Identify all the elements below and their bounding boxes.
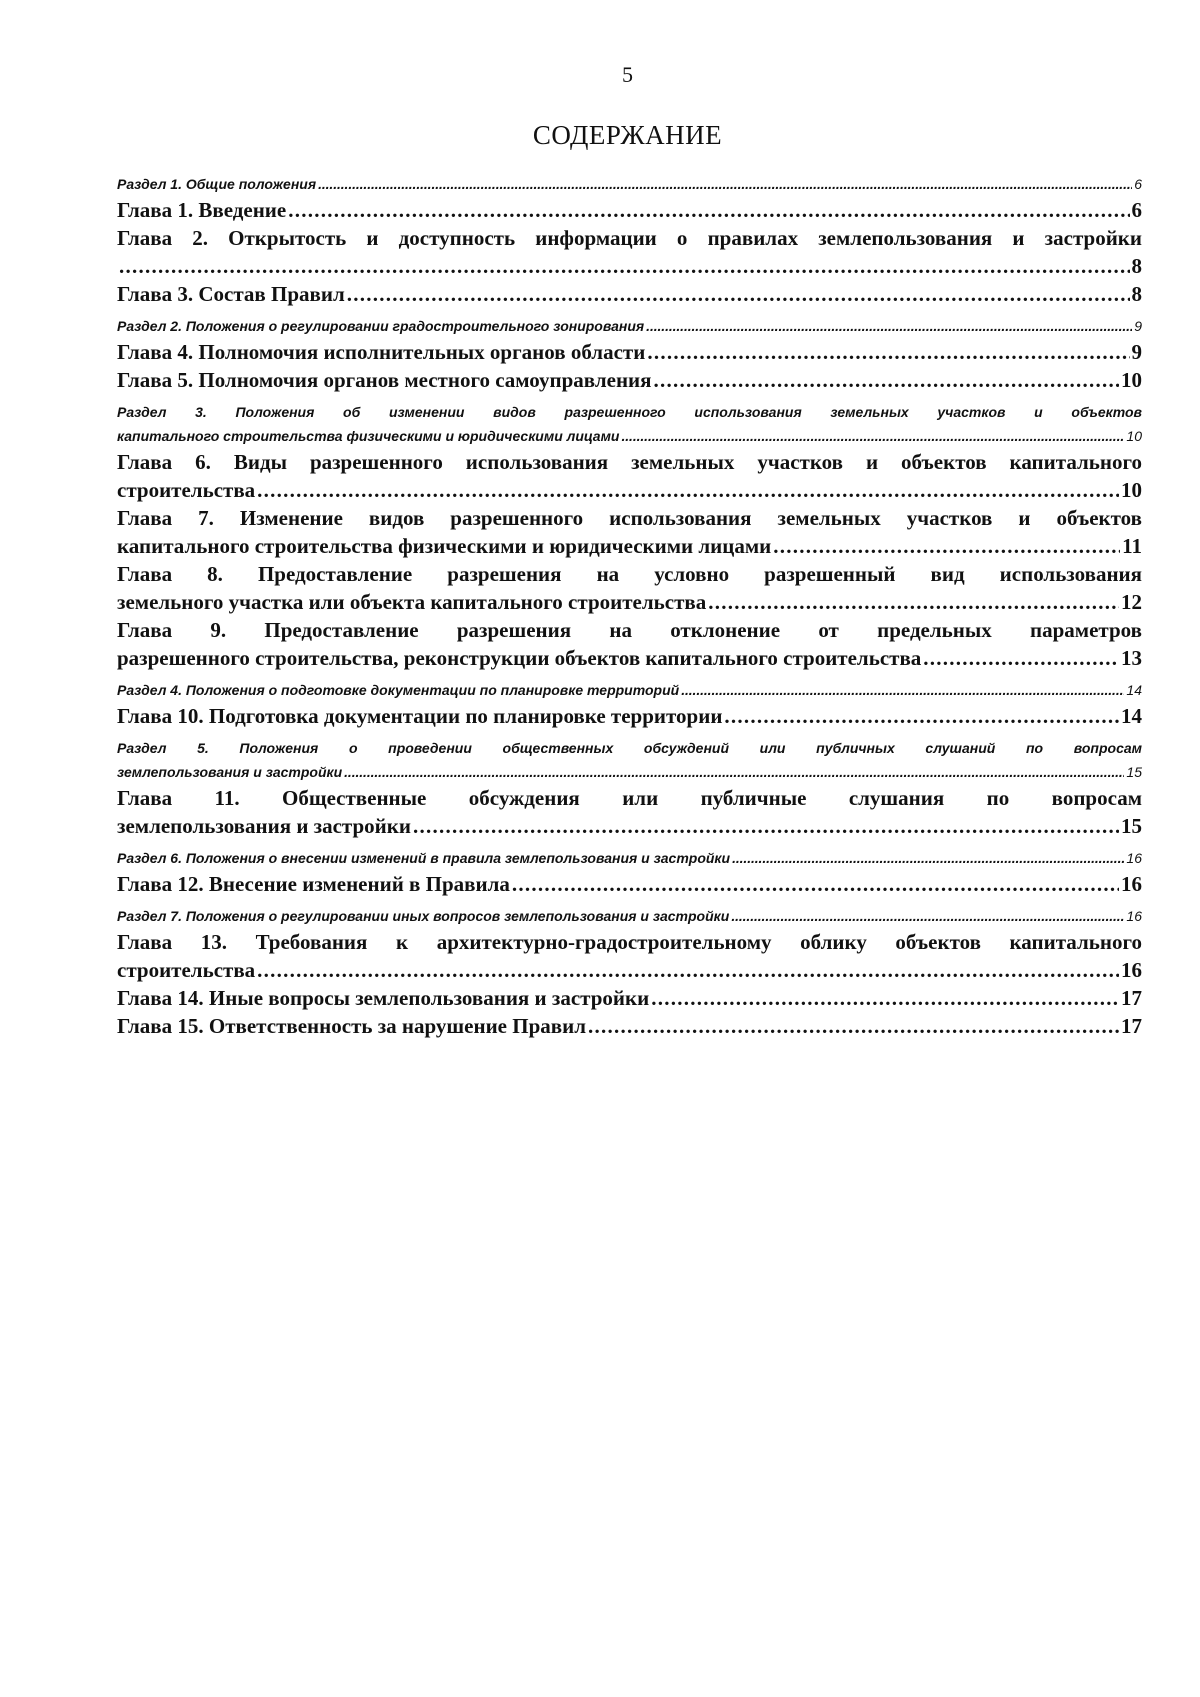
toc-section-4[interactable] bbox=[117, 678, 1142, 702]
dot-leader bbox=[257, 476, 1119, 504]
dot-leader bbox=[318, 172, 1132, 196]
toc-chapter-8[interactable] bbox=[117, 560, 1142, 616]
toc-entry-text: Глава 13. Требования к архитектурно-градостроительному облику объектов капитального bbox=[117, 930, 1142, 954]
toc-entry-text: Глава 1. Введение bbox=[117, 198, 287, 222]
dot-leader bbox=[732, 846, 1124, 870]
toc-page-number: 17 bbox=[1121, 1014, 1142, 1038]
toc-entry-text-cont: разрешенного строительства, реконструкции объектов капитального строительства bbox=[117, 646, 922, 670]
dot-leader bbox=[654, 366, 1119, 394]
toc-page-number: 16 bbox=[1121, 958, 1142, 982]
toc-entry-text: Глава 12. Внесение изменений в Правила bbox=[117, 872, 510, 896]
toc-entry-text: Глава 3. Состав Правил bbox=[117, 282, 345, 306]
toc-page-number: 9 bbox=[1131, 340, 1142, 364]
toc-chapter-1[interactable] bbox=[117, 196, 1142, 224]
toc-page-number: 17 bbox=[1121, 986, 1142, 1010]
dot-leader bbox=[344, 760, 1124, 784]
dot-leader bbox=[708, 588, 1119, 616]
dot-leader bbox=[621, 424, 1124, 448]
toc-chapter-12[interactable] bbox=[117, 870, 1142, 898]
toc-page-number: 16 bbox=[1126, 908, 1142, 924]
toc-entry-text: Раздел 3. Положения об изменении видов разрешенного использования земельных участков и объектов bbox=[117, 404, 1142, 420]
toc-entry-text: Раздел 6. Положения о внесении изменений в правила землепользования и застройки bbox=[117, 850, 731, 866]
toc-entry-text-cont: строительства bbox=[117, 478, 256, 502]
dot-leader bbox=[681, 678, 1124, 702]
dot-leader bbox=[646, 314, 1132, 338]
toc-page-number: 16 bbox=[1121, 872, 1142, 896]
toc-entry-text-cont: землепользования и застройки bbox=[117, 814, 411, 838]
toc-chapter-13[interactable] bbox=[117, 928, 1142, 984]
toc-page-number: 10 bbox=[1126, 428, 1142, 444]
toc-section-2[interactable] bbox=[117, 314, 1142, 338]
dot-leader bbox=[651, 984, 1119, 1012]
toc-page-number: 6 bbox=[1131, 198, 1142, 222]
toc-entry-text: Глава 7. Изменение видов разрешенного использования земельных участков и объектов bbox=[117, 506, 1142, 530]
toc-page-number: 11 bbox=[1122, 534, 1142, 558]
toc-chapter-15[interactable] bbox=[117, 1012, 1142, 1040]
page-number: 5 bbox=[622, 62, 633, 87]
toc-entry-text: Раздел 7. Положения о регулировании иных вопросов землепользования и застройки bbox=[117, 908, 730, 924]
toc-page-number: 9 bbox=[1134, 318, 1142, 334]
dot-leader bbox=[119, 252, 1130, 280]
dot-leader bbox=[512, 870, 1119, 898]
table-of-contents bbox=[117, 172, 1142, 1040]
toc-entry-text-cont: капитального строительства физическими и юридическими лицами bbox=[117, 534, 772, 558]
toc-page-number: 12 bbox=[1121, 590, 1142, 614]
dot-leader bbox=[923, 644, 1119, 672]
toc-entry-text: Глава 6. Виды разрешенного использования земельных участков и объектов капитального bbox=[117, 450, 1142, 474]
toc-chapter-5[interactable] bbox=[117, 366, 1142, 394]
dot-leader bbox=[731, 904, 1124, 928]
toc-title: СОДЕРЖАНИЕ bbox=[532, 120, 723, 150]
toc-chapter-4[interactable] bbox=[117, 338, 1142, 366]
toc-chapter-9[interactable] bbox=[117, 616, 1142, 672]
toc-entry-text-cont: землепользования и застройки bbox=[117, 764, 343, 780]
toc-section-5[interactable] bbox=[117, 736, 1142, 784]
toc-entry-text: Глава 4. Полномочия исполнительных органов области bbox=[117, 340, 646, 364]
toc-page-number: 14 bbox=[1126, 682, 1142, 698]
toc-entry-text: Глава 5. Полномочия органов местного самоуправления bbox=[117, 368, 652, 392]
toc-page-number: 15 bbox=[1126, 764, 1142, 780]
toc-entry-text: Раздел 4. Положения о подготовке документации по планировке территорий bbox=[117, 682, 680, 698]
toc-chapter-2[interactable] bbox=[117, 224, 1142, 280]
toc-chapter-10[interactable] bbox=[117, 702, 1142, 730]
toc-chapter-6[interactable] bbox=[117, 448, 1142, 504]
toc-entry-text: Глава 15. Ответственность за нарушение Правил bbox=[117, 1014, 586, 1038]
toc-page-number: 6 bbox=[1134, 176, 1142, 192]
dot-leader bbox=[588, 1012, 1119, 1040]
toc-entry-text: Глава 9. Предоставление разрешения на отклонение от предельных параметров bbox=[117, 618, 1142, 642]
toc-entry-text: Глава 14. Иные вопросы землепользования и застройки bbox=[117, 986, 650, 1010]
dot-leader bbox=[647, 338, 1129, 366]
toc-section-7[interactable] bbox=[117, 904, 1142, 928]
dot-leader bbox=[413, 812, 1119, 840]
toc-page-number: 10 bbox=[1121, 478, 1142, 502]
toc-page-number: 16 bbox=[1126, 850, 1142, 866]
toc-chapter-3[interactable] bbox=[117, 280, 1142, 308]
toc-entry-text: Глава 11. Общественные обсуждения или публичные слушания по вопросам bbox=[117, 786, 1142, 810]
toc-page-number: 13 bbox=[1121, 646, 1142, 670]
toc-entry-text: Глава 8. Предоставление разрешения на условно разрешенный вид использования bbox=[117, 562, 1142, 586]
toc-section-1[interactable] bbox=[117, 172, 1142, 196]
toc-section-3[interactable] bbox=[117, 400, 1142, 448]
dot-leader bbox=[724, 702, 1119, 730]
toc-entry-text-cont: капитального строительства физическими и юридическими лицами bbox=[117, 428, 620, 444]
toc-entry-text: Раздел 5. Положения о проведении общественных обсуждений или публичных слушаний по вопросам bbox=[117, 740, 1142, 756]
toc-entry-text-cont: строительства bbox=[117, 958, 256, 982]
toc-entry-text: Глава 10. Подготовка документации по планировке территории bbox=[117, 704, 723, 728]
toc-chapter-11[interactable] bbox=[117, 784, 1142, 840]
toc-entry-text: Глава 2. Открытость и доступность информации о правилах землепользования и застройки bbox=[117, 226, 1142, 250]
toc-section-6[interactable] bbox=[117, 846, 1142, 870]
dot-leader bbox=[288, 196, 1129, 224]
toc-entry-text-cont: земельного участка или объекта капитального строительства bbox=[117, 590, 707, 614]
toc-page-number: 15 bbox=[1121, 814, 1142, 838]
toc-page-number: 14 bbox=[1121, 704, 1142, 728]
toc-entry-text: Раздел 2. Положения о регулировании градостроительного зонирования bbox=[117, 318, 645, 334]
toc-chapter-14[interactable] bbox=[117, 984, 1142, 1012]
dot-leader bbox=[257, 956, 1119, 984]
toc-page-number: 8 bbox=[1131, 282, 1142, 306]
toc-page-number: 8 bbox=[1131, 254, 1142, 278]
dot-leader bbox=[773, 532, 1120, 560]
toc-chapter-7[interactable] bbox=[117, 504, 1142, 560]
dot-leader bbox=[347, 280, 1130, 308]
toc-entry-text: Раздел 1. Общие положения bbox=[117, 176, 317, 192]
toc-page-number: 10 bbox=[1121, 368, 1142, 392]
